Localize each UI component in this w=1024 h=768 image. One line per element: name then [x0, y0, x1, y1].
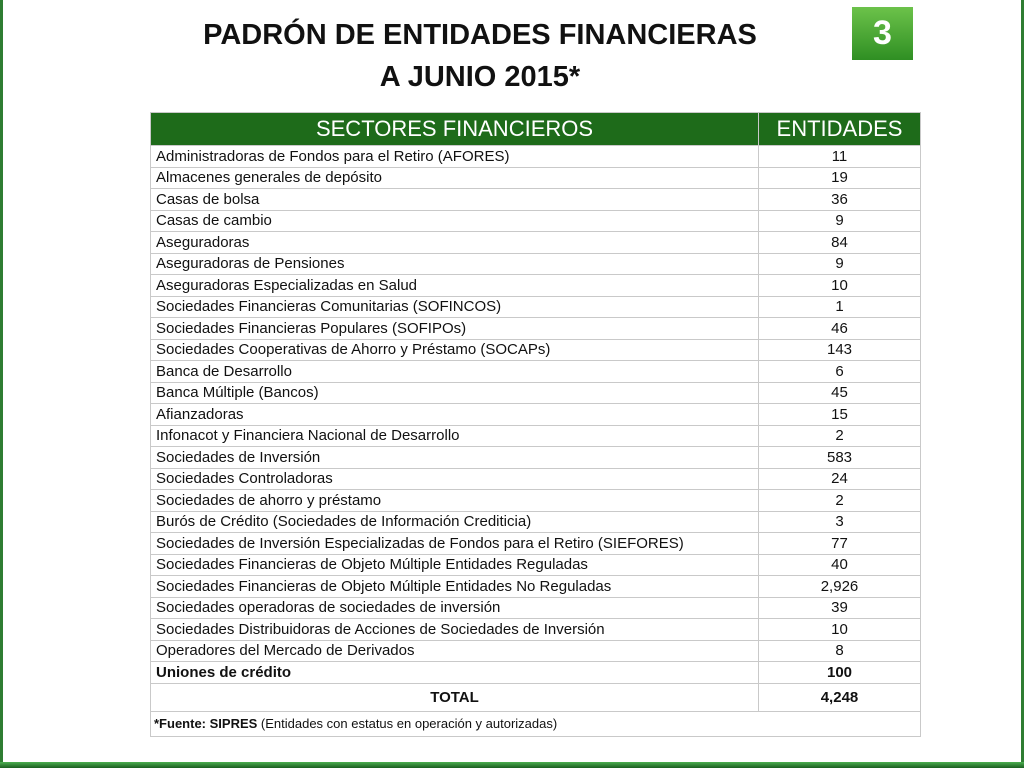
table-row	[151, 490, 921, 512]
entities-table	[150, 112, 921, 737]
total-row	[151, 683, 921, 711]
sector-cell: Aseguradoras de Pensiones	[151, 253, 759, 275]
entidades-cell: 2	[759, 490, 921, 512]
sector-cell: Almacenes generales de depósito	[151, 167, 759, 189]
table-row	[151, 511, 921, 533]
table-row	[151, 640, 921, 662]
entidades-cell: 100	[759, 662, 921, 684]
title-line-1: PADRÓN DE ENTIDADES FINANCIERAS	[203, 19, 757, 51]
sector-cell: Aseguradoras Especializadas en Salud	[151, 275, 759, 297]
sector-cell: Sociedades Financieras Populares (SOFIPOs)	[151, 318, 759, 340]
sector-cell: Sociedades Distribuidoras de Acciones de Sociedades de Inversión	[151, 619, 759, 641]
entidades-cell: 46	[759, 318, 921, 340]
entidades-cell: 39	[759, 597, 921, 619]
entidades-cell: 45	[759, 382, 921, 404]
entidades-cell: 9	[759, 253, 921, 275]
entidades-cell: 143	[759, 339, 921, 361]
table-row	[151, 210, 921, 232]
header-sectores: SECTORES FINANCIEROS	[151, 113, 759, 146]
entidades-cell: 583	[759, 447, 921, 469]
table-row	[151, 296, 921, 318]
table-row	[151, 189, 921, 211]
table-row	[151, 382, 921, 404]
entidades-cell: 2	[759, 425, 921, 447]
slide-number-badge: 3	[852, 7, 913, 60]
entidades-cell: 3	[759, 511, 921, 533]
table-row	[151, 318, 921, 340]
entidades-cell: 1	[759, 296, 921, 318]
sector-cell: Sociedades Controladoras	[151, 468, 759, 490]
entidades-cell: 10	[759, 275, 921, 297]
table-row	[151, 619, 921, 641]
table-row	[151, 404, 921, 426]
sector-cell: Sociedades Financieras Comunitarias (SOFINCOS)	[151, 296, 759, 318]
source-note-detail: (Entidades con estatus en operación y autorizadas)	[257, 716, 558, 731]
entidades-cell: 84	[759, 232, 921, 254]
bottom-frame-bar	[0, 762, 1024, 768]
table-row	[151, 597, 921, 619]
entidades-cell: 6	[759, 361, 921, 383]
sector-cell: Sociedades operadoras de sociedades de inversión	[151, 597, 759, 619]
table-row	[151, 468, 921, 490]
page-title	[130, 14, 830, 98]
entidades-cell: 19	[759, 167, 921, 189]
sector-cell: Sociedades de Inversión Especializadas de Fondos para el Retiro (SIEFORES)	[151, 533, 759, 555]
table-row	[151, 339, 921, 361]
table-header-row	[151, 113, 921, 146]
table-row	[151, 167, 921, 189]
source-note-row	[151, 711, 921, 736]
table-row	[151, 253, 921, 275]
sector-cell: Operadores del Mercado de Derivados	[151, 640, 759, 662]
sector-cell: Casas de bolsa	[151, 189, 759, 211]
total-label: TOTAL	[151, 683, 759, 711]
entidades-cell: 11	[759, 146, 921, 168]
table-row	[151, 361, 921, 383]
entidades-cell: 10	[759, 619, 921, 641]
sector-cell: Afianzadoras	[151, 404, 759, 426]
header-entidades: ENTIDADES	[759, 113, 921, 146]
table-row	[151, 554, 921, 576]
sector-cell: Uniones de crédito	[151, 662, 759, 684]
title-line-2: A JUNIO 2015*	[379, 61, 581, 93]
sector-cell: Administradoras de Fondos para el Retiro (AFORES)	[151, 146, 759, 168]
sector-cell: Banca de Desarrollo	[151, 361, 759, 383]
entidades-cell: 36	[759, 189, 921, 211]
sector-cell: Sociedades de ahorro y préstamo	[151, 490, 759, 512]
source-note	[151, 711, 921, 736]
table-row	[151, 447, 921, 469]
sector-cell: Sociedades Cooperativas de Ahorro y Préstamo (SOCAPs)	[151, 339, 759, 361]
entidades-cell: 15	[759, 404, 921, 426]
table-row	[151, 662, 921, 684]
table-row	[151, 576, 921, 598]
entidades-cell: 8	[759, 640, 921, 662]
sector-cell: Sociedades Financieras de Objeto Múltiple Entidades No Reguladas	[151, 576, 759, 598]
table-row	[151, 533, 921, 555]
source-note-label: *Fuente: SIPRES	[154, 716, 258, 731]
table-row	[151, 146, 921, 168]
sector-cell: Infonacot y Financiera Nacional de Desarrollo	[151, 425, 759, 447]
sector-cell: Sociedades de Inversión	[151, 447, 759, 469]
entidades-cell: 24	[759, 468, 921, 490]
table-row	[151, 425, 921, 447]
sector-cell: Casas de cambio	[151, 210, 759, 232]
entidades-cell: 40	[759, 554, 921, 576]
table-row	[151, 275, 921, 297]
table-row	[151, 232, 921, 254]
sector-cell: Sociedades Financieras de Objeto Múltiple Entidades Reguladas	[151, 554, 759, 576]
total-value: 4,248	[759, 683, 921, 711]
left-frame-bar	[0, 0, 3, 768]
sector-cell: Banca Múltiple (Bancos)	[151, 382, 759, 404]
sector-cell: Burós de Crédito (Sociedades de Información Crediticia)	[151, 511, 759, 533]
entidades-cell: 77	[759, 533, 921, 555]
sector-cell: Aseguradoras	[151, 232, 759, 254]
entidades-cell: 9	[759, 210, 921, 232]
entidades-cell: 2,926	[759, 576, 921, 598]
